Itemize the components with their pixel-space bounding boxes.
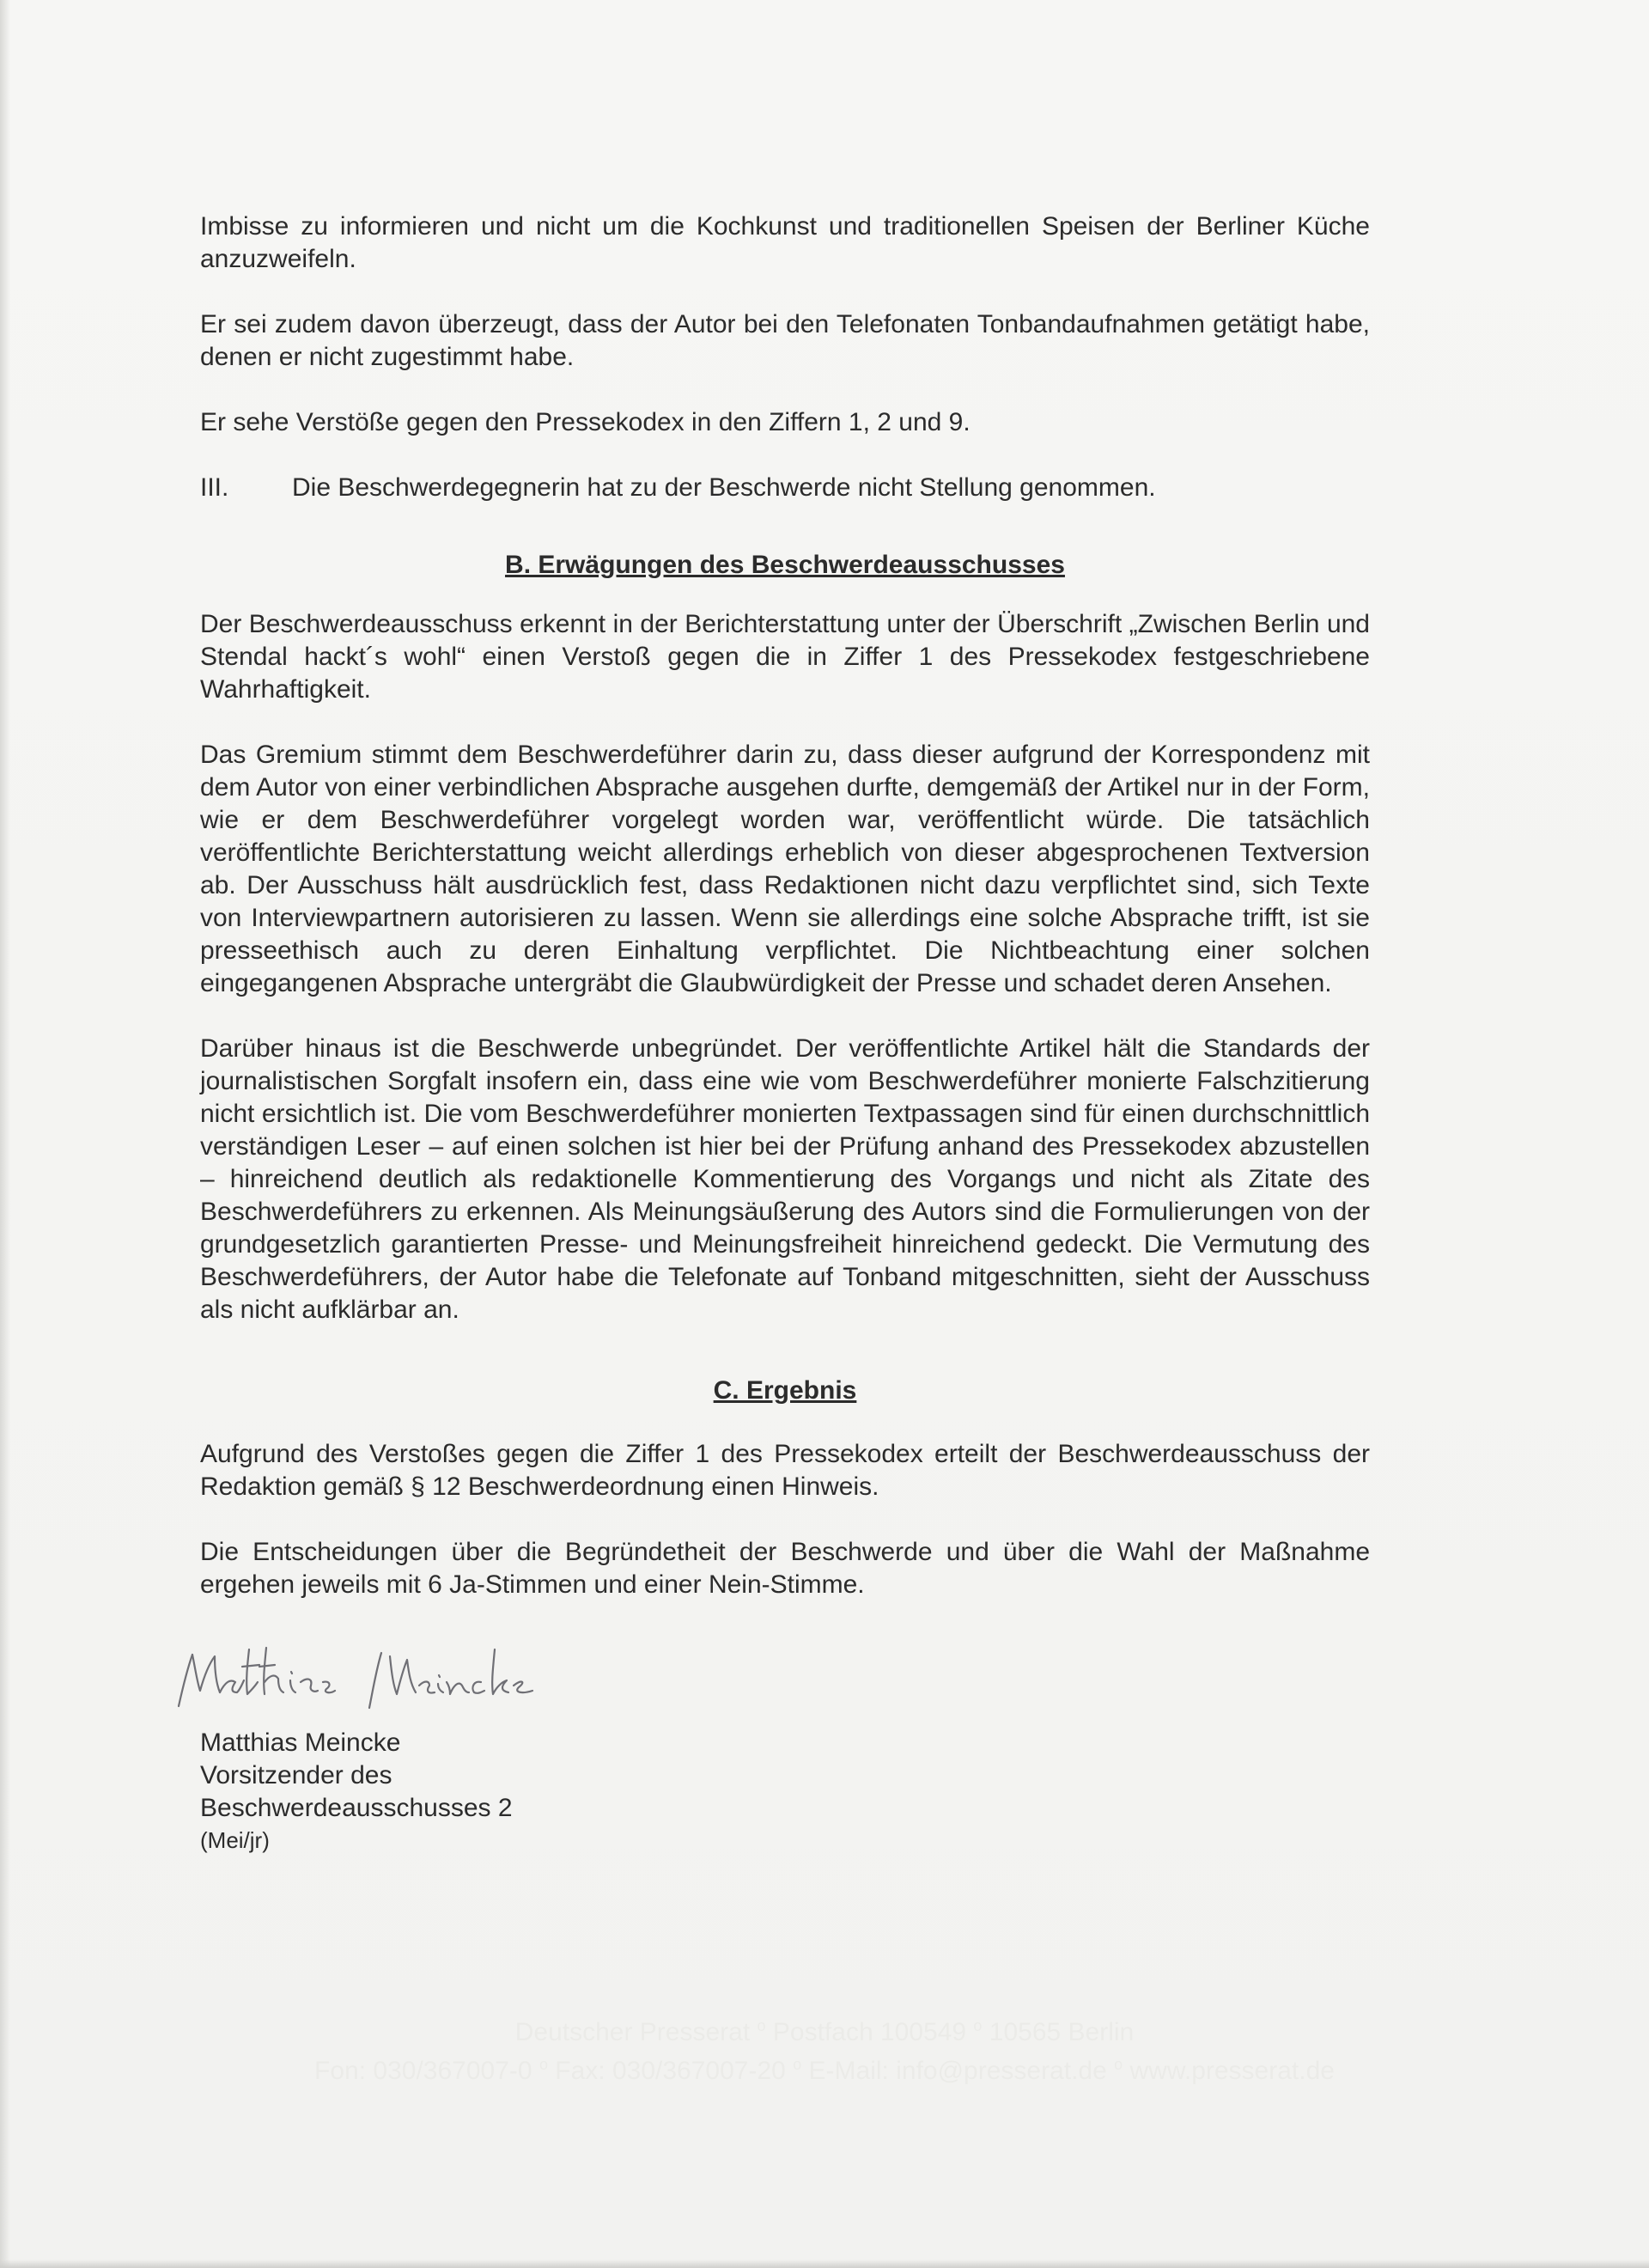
signer-block [200,1727,1370,1856]
footer-separator: o [757,2017,766,2034]
section-iii [200,472,1370,504]
reference-initials: (Mei/jr) [200,1827,270,1853]
footer-contact-line [0,2045,1649,2091]
footer-city: 10565 Berlin [989,2018,1135,2046]
footer-separator: o [1114,2056,1123,2073]
continued-paragraph: Imbisse zu informieren und nicht um die Kochkunst und traditionellen Speisen der Berliner Küche anzuzweifeln. [200,212,1370,273]
footer-phone: Fon: 030/367007-0 [314,2057,532,2085]
signature-area [200,1631,1370,1720]
considerations-paragraph-2: Das Gremium stimmt dem Beschwerdeführer darin zu, dass dieser aufgrund der Korrespondenz mit dem Autor von einer verbindlichen Absprache ausgehen durfte, demgemäß der Artikel nur in der Form, wie er dem Beschwerdeführer vorgelegt worden war, veröffentlicht würde. Die tatsächlich veröffentlichte Berichterstattung weicht allerdings erheblich von dieser abgesprochenen Textversion ab. Der Ausschuss hält ausdrücklich fest, dass Redaktionen nicht dazu verpflichtet sind, sich Texte von Interviewpartnern autorisieren zu lassen. Wenn sie allerdings eine solche Absprache trifft, ist sie presseethisch auch zu deren Einhaltung verpflichtet. Die Nichtbeachtung einer solchen eingegangenen Absprache untergräbt die Glaubwürdigkeit der Presse und schadet deren Ansehen. [200,741,1370,997]
footer-website: www.presserat.de [1129,2057,1335,2085]
section-iii-text: Die Beschwerdegegnerin hat zu der Beschwerde nicht Stellung genommen. [292,473,1156,502]
considerations-paragraph-1: Der Beschwerdeausschuss erkennt in der Berichterstattung unter der Überschrift „Zwischen Berlin und Stendal hackt´s wohl“ einen Verstoß gegen die in Ziffer 1 des Pressekodex festgeschriebene Wahrhaftigkeit. [200,610,1370,704]
signer-name: Matthias Meincke [200,1728,401,1757]
footer-postbox: Postfach 100549 [772,2018,967,2046]
paragraph-tape-recordings: Er sei zudem davon überzeugt, dass der Autor bei den Telefonaten Tonbandaufnahmen getätigt habe, denen er nicht zugestimmt habe. [200,310,1370,371]
scan-bottom-shadow [0,2259,1649,2268]
footer-email: E-Mail: info@presserat.de [808,2057,1107,2085]
footer-separator: o [539,2056,548,2073]
considerations-paragraph-3: Darüber hinaus ist die Beschwerde unbegründet. Der veröffentlichte Artikel hält die Standards der journalistischen Sorgfalt insofern ein, dass eine wie vom Beschwerdeführer monierte Falschzitierung nicht ersichtlich ist. Die vom Beschwerdeführer monierten Textpassagen sind für einen durchschnittlich verständigen Leser – auf einen solchen ist hier bei der Prüfung anhand des Pressekodex abzustellen – hinreichend deutlich als redaktionelle Kommentierung des Vorgangs und nicht als Zitate des Beschwerdeführers zu erkennen. Als Meinungsäußerung des Autors sind die Formulierungen von der grundgesetzlich garantierten Presse- und Meinungsfreiheit hinreichend gedeckt. Die Vermutung des Beschwerdeführers, der Autor habe die Telefonate auf Tonband mitgeschnitten, sieht der Ausschuss als nicht aufklärbar an. [200,1034,1370,1324]
signer-title-line-2: Beschwerdeausschusses 2 [200,1794,513,1822]
result-paragraph-2: Die Entscheidungen über die Begründetheit der Beschwerde und über die Wahl der Maßnahme ergehen jeweils mit 6 Ja-Stimmen und einer Nein-Stimme. [200,1538,1370,1599]
document-body [200,210,1370,1856]
footer-separator: o [973,2017,983,2034]
handwritten-signature [170,1631,617,1725]
footer-fax: Fax: 030/367007-20 [555,2057,786,2085]
section-iii-number: III. [200,473,229,502]
signer-title-line-1: Vorsitzender des [200,1761,392,1789]
heading-result: C. Ergebnis [713,1376,857,1405]
footer-organization: Deutscher Presserat [514,2018,751,2046]
scan-edge-shadow [0,0,10,2268]
paragraph-code-violations: Er sehe Verstöße gegen den Pressekodex in den Ziffern 1, 2 und 9. [200,408,971,436]
footer-separator: o [793,2056,802,2073]
heading-considerations: B. Erwägungen des Beschwerdeausschusses [505,551,1065,579]
result-paragraph-1: Aufgrund des Verstoßes gegen die Ziffer 1 des Pressekodex erteilt der Beschwerdeausschuss der Redaktion gemäß § 12 Beschwerdeordnung einen Hinweis. [200,1440,1370,1501]
